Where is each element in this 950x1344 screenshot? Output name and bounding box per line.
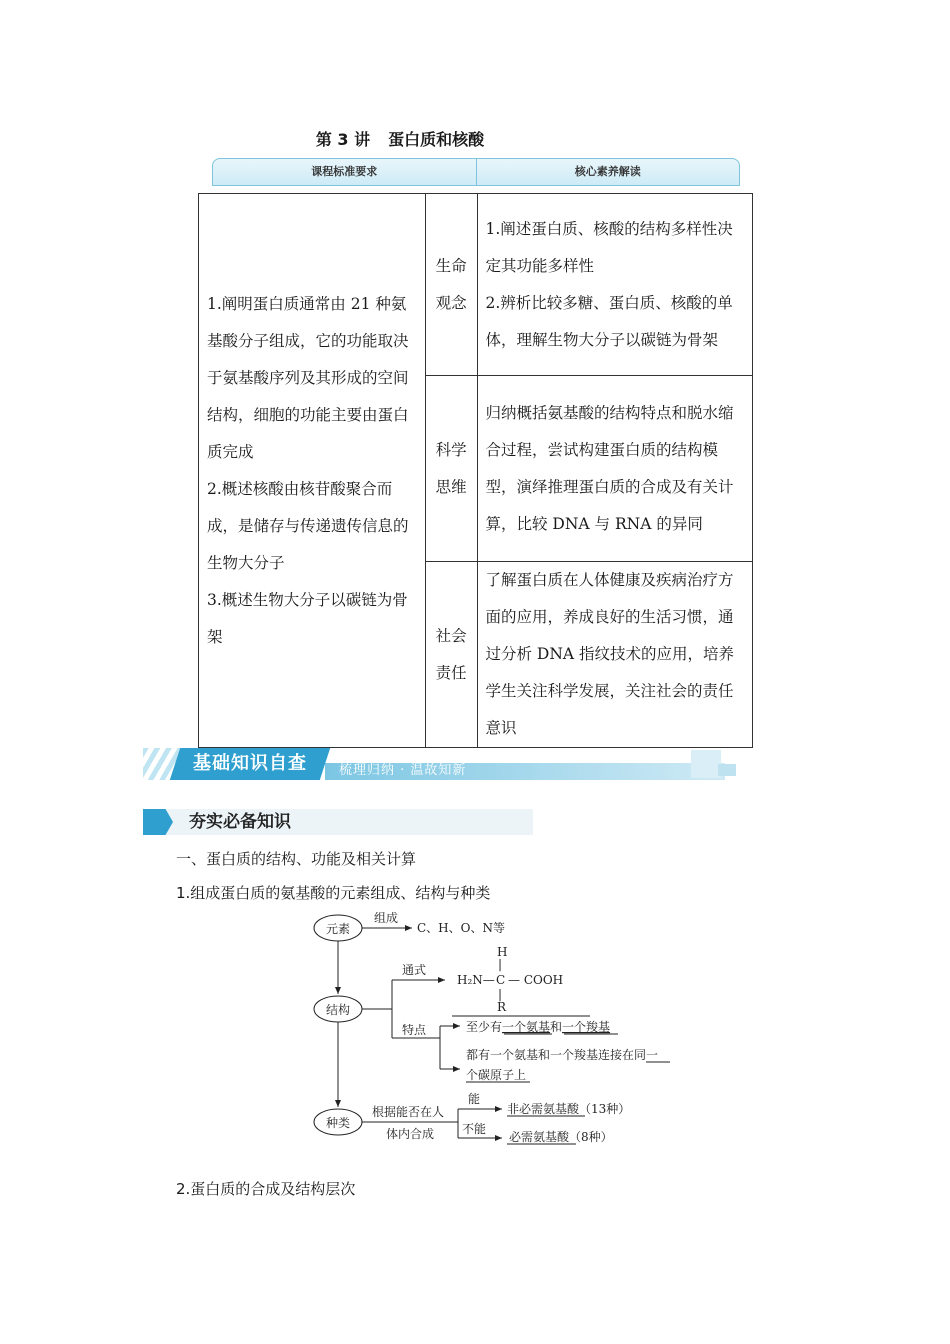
label-feature: 特点 — [402, 1023, 427, 1037]
criterion-line-1: 根据能否在人 — [372, 1105, 445, 1119]
formula-r: R — [497, 1000, 507, 1014]
lesson-title — [0, 127, 800, 150]
formula-c: C — [496, 973, 506, 987]
formula-left: H₂N— — [457, 973, 495, 987]
banner-title: 基础知识自查 — [193, 753, 307, 774]
point-heading-2: 2.蛋白质的合成及结构层次 — [176, 1180, 356, 1198]
section-banner — [143, 748, 735, 780]
feature-2-line-1: 都有一个氨基和一个羧基连接在同一 — [466, 1048, 659, 1062]
header-course-standards: 课程标准要求 — [213, 159, 477, 185]
banner-decoration — [691, 750, 721, 778]
section-heading: 一、蛋白质的结构、功能及相关计算 — [176, 850, 417, 868]
table-header-bar — [212, 158, 740, 186]
banner-decoration-small — [718, 764, 736, 776]
criterion-line-2: 体内合成 — [386, 1127, 435, 1141]
feature-2-line-2: 个碳原子上 — [466, 1068, 527, 1082]
node-kind-label: 种类 — [325, 1116, 351, 1130]
node-element-label: 元素 — [325, 922, 351, 936]
standard-3: 3.概述生物大分子以碳链为骨架 — [207, 590, 408, 646]
lesson-number: 第 3 讲 — [315, 130, 371, 149]
social-responsibility-text: 了解蛋白质在人体健康及疾病治疗方面的应用，养成良好的生活习惯，通过分析 DNA 指纹技术的应用，培养学生关注科学发展，关注社会的责任意识 — [477, 562, 753, 748]
label-compose: 组成 — [374, 911, 399, 925]
feature-1: 至少有一个氨基和一个羧基 — [466, 1020, 611, 1034]
category-scientific-thinking: 科学 思维 — [425, 376, 477, 562]
label-can: 能 — [468, 1092, 481, 1106]
label-cannot: 不能 — [462, 1122, 487, 1136]
subsection-marker-icon — [143, 809, 173, 835]
elements-text: C、H、O、N等 — [417, 921, 505, 935]
label-formula: 通式 — [402, 963, 427, 977]
course-standards-cell — [199, 194, 426, 748]
standards-table — [198, 193, 753, 748]
standard-2: 2.概述核酸由核苷酸聚合而成，是储存与传递遗传信息的生物大分子 — [207, 479, 409, 572]
lesson-topic: 蛋白质和核酸 — [388, 130, 485, 149]
essential-amino-acids: 必需氨基酸（8种） — [509, 1130, 613, 1144]
point-heading-1: 1.组成蛋白质的氨基酸的元素组成、结构与种类 — [176, 884, 491, 902]
formula-bond-bottom: | — [498, 987, 503, 1001]
formula-right: — COOH — [508, 973, 564, 987]
nonessential-amino-acids: 非必需氨基酸（13种） — [507, 1102, 631, 1116]
standard-1: 1.阐明蛋白质通常由 21 种氨基酸分子组成，它的功能取决于氨基酸序列及其形成的空间结构，细胞的功能主要由蛋白质完成 — [207, 294, 409, 461]
banner-subtitle: 梳理归纳 · 温故知新 — [339, 763, 467, 778]
header-core-literacy: 核心素养解读 — [574, 165, 641, 178]
scientific-thinking-text: 归纳概括氨基酸的结构特点和脱水缩合过程，尝试构建蛋白质的结构模型，演绎推理蛋白质的合成及有关计算，比较 DNA 与 RNA 的异同 — [477, 376, 753, 562]
node-structure-label: 结构 — [325, 1003, 351, 1017]
subsection-heading — [143, 809, 533, 835]
category-social-responsibility: 社会 责任 — [425, 562, 477, 748]
formula-bond-top: | — [498, 957, 503, 971]
life-concept-text: 1.阐述蛋白质、核酸的结构多样性决定其功能多样性 2.辨析比较多糖、蛋白质、核酸的单体，理解生物大分子以碳链为骨架 — [477, 194, 753, 376]
formula-h: H — [497, 945, 508, 959]
subsection-title: 夯实必备知识 — [189, 812, 291, 832]
category-life-concept: 生命 观念 — [425, 194, 477, 376]
amino-acid-concept-map — [300, 908, 700, 1148]
